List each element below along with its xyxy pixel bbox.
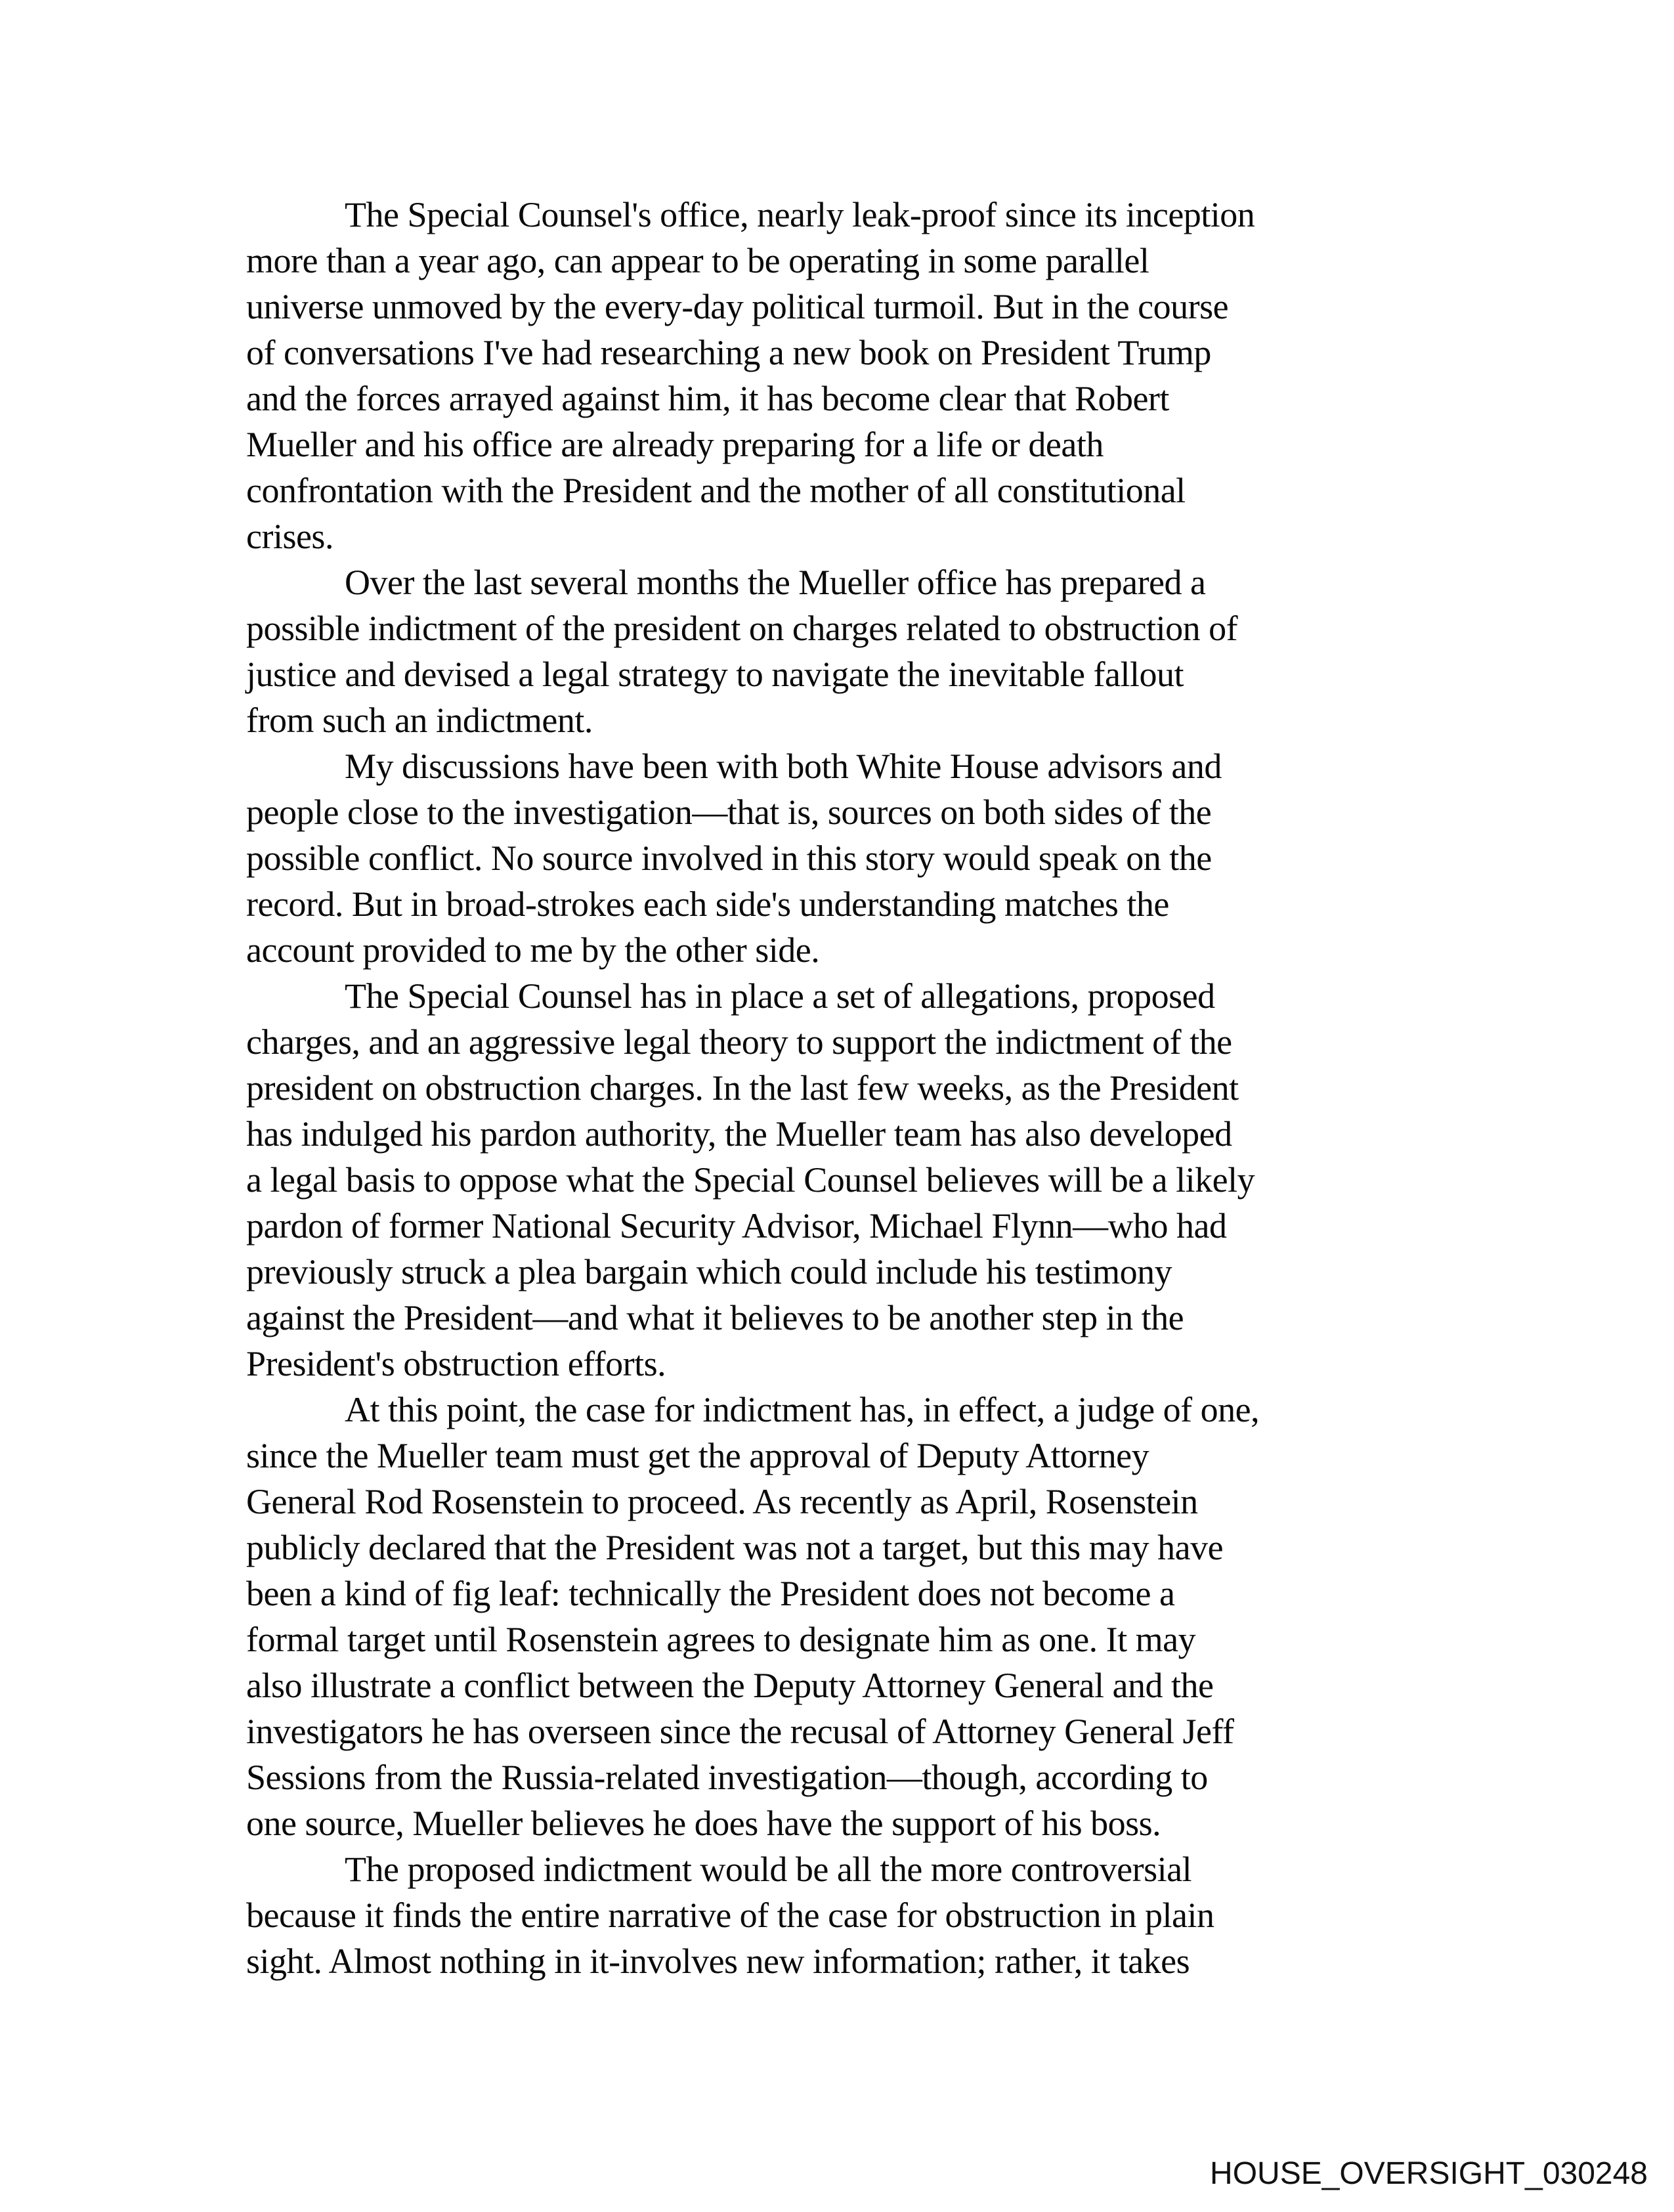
text-line: General Rod Rosenstein to proceed. As recently as April, Rosenstein xyxy=(246,1482,1198,1521)
text-line: universe unmoved by the every-day political turmoil. But in the course xyxy=(246,287,1229,326)
text-line: president on obstruction charges. In the last few weeks, as the President xyxy=(246,1068,1239,1108)
text-line: people close to the investigation—that is, sources on both sides of the xyxy=(246,792,1212,832)
text-line: confrontation with the President and the mother of all constitutional xyxy=(246,471,1186,510)
paragraph xyxy=(246,973,1421,1387)
text-line: one source, Mueller believes he does have the support of his boss. xyxy=(246,1804,1161,1843)
text-line: publicly declared that the President was not a target, but this may have xyxy=(246,1528,1224,1567)
text-line: been a kind of fig leaf: technically the President does not become a xyxy=(246,1574,1175,1613)
paragraph xyxy=(246,192,1421,559)
text-line: Sessions from the Russia-related investigation—though, according to xyxy=(246,1758,1208,1797)
text-line: against the President—and what it believes to be another step in the xyxy=(246,1298,1184,1337)
text-line: also illustrate a conflict between the Deputy Attorney General and the xyxy=(246,1666,1214,1705)
paragraph xyxy=(246,1387,1421,1846)
text-line: The Special Counsel has in place a set of allegations, proposed xyxy=(345,976,1215,1016)
text-line: The proposed indictment would be all the more controversial xyxy=(345,1850,1192,1889)
text-line: from such an indictment. xyxy=(246,701,593,740)
text-line: Mueller and his office are already preparing for a life or death xyxy=(246,425,1104,464)
text-line: The Special Counsel's office, nearly leak-proof since its inception xyxy=(345,195,1255,234)
text-line: Over the last several months the Mueller office has prepared a xyxy=(345,563,1206,602)
text-line: of conversations I've had researching a new book on President Trump xyxy=(246,333,1211,372)
text-line: justice and devised a legal strategy to navigate the inevitable fallout xyxy=(246,655,1184,694)
text-line: My discussions have been with both White House advisors and xyxy=(345,747,1222,786)
text-line: a legal basis to oppose what the Special Counsel believes will be a likely xyxy=(246,1160,1255,1200)
text-line: and the forces arrayed against him, it has become clear that Robert xyxy=(246,379,1169,418)
text-line: sight. Almost nothing in it-involves new information; rather, it takes xyxy=(246,1941,1190,1981)
text-line: has indulged his pardon authority, the Mueller team has also developed xyxy=(246,1114,1232,1154)
text-line: pardon of former National Security Advisor, Michael Flynn—who had xyxy=(246,1206,1227,1246)
text-line: more than a year ago, can appear to be operating in some parallel xyxy=(246,241,1149,280)
text-line: At this point, the case for indictment has, in effect, a judge of one, xyxy=(345,1390,1260,1429)
bates-number: HOUSE_OVERSIGHT_030248 xyxy=(1210,2156,1648,2191)
text-line: previously struck a plea bargain which could include his testimony xyxy=(246,1252,1172,1291)
text-line: account provided to me by the other side. xyxy=(246,930,820,970)
text-line: formal target until Rosenstein agrees to designate him as one. It may xyxy=(246,1620,1196,1659)
text-line: since the Mueller team must get the approval of Deputy Attorney xyxy=(246,1436,1149,1475)
text-line: possible indictment of the president on charges related to obstruction of xyxy=(246,609,1238,648)
text-line: charges, and an aggressive legal theory to support the indictment of the xyxy=(246,1022,1232,1062)
paragraph xyxy=(246,559,1421,743)
text-line: possible conflict. No source involved in this story would speak on the xyxy=(246,838,1212,878)
paragraph xyxy=(246,1846,1421,1984)
document-body xyxy=(246,192,1421,1984)
text-line: because it finds the entire narrative of the case for obstruction in plain xyxy=(246,1896,1214,1935)
text-line: crises. xyxy=(246,517,333,556)
paragraph xyxy=(246,743,1421,973)
text-line: record. But in broad-strokes each side's understanding matches the xyxy=(246,884,1169,924)
text-line: President's obstruction efforts. xyxy=(246,1344,666,1383)
text-line: investigators he has overseen since the recusal of Attorney General Jeff xyxy=(246,1712,1234,1751)
